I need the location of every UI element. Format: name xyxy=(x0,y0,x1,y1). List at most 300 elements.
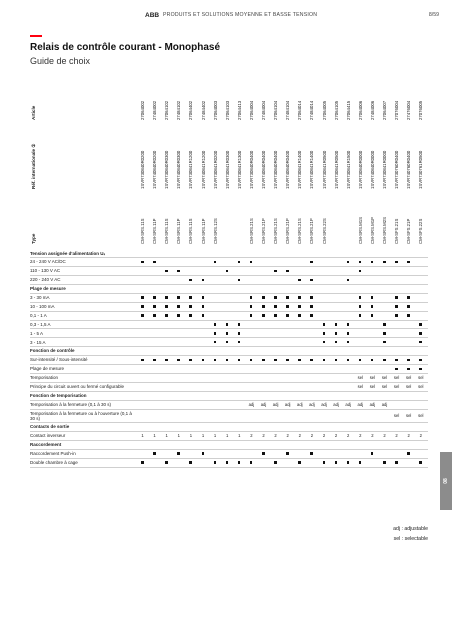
check-mark xyxy=(359,296,362,299)
check-mark xyxy=(238,332,241,335)
check-mark xyxy=(286,359,289,362)
cell-value: adj xyxy=(248,401,255,407)
check-mark xyxy=(395,461,398,464)
check-mark xyxy=(177,452,180,455)
cell-value: sel xyxy=(418,413,424,419)
table-row xyxy=(30,338,428,347)
check-mark xyxy=(141,359,144,362)
product-ref: 1SVR730841R1500 xyxy=(345,150,351,189)
product-type: CM-SRS.21S xyxy=(297,218,303,244)
check-mark xyxy=(359,314,362,317)
check-mark xyxy=(359,305,362,308)
check-mark xyxy=(347,332,350,335)
check-mark xyxy=(383,332,386,335)
check-mark xyxy=(189,359,192,362)
check-mark xyxy=(407,296,410,299)
check-mark xyxy=(371,314,374,317)
check-mark xyxy=(407,261,410,264)
cell-value: 2 xyxy=(334,433,338,439)
check-mark xyxy=(153,314,156,317)
check-mark xyxy=(189,305,192,308)
page-header xyxy=(0,12,452,22)
check-mark xyxy=(347,279,350,282)
check-mark xyxy=(177,305,180,308)
check-mark xyxy=(153,452,156,455)
page-number: 8/59 xyxy=(428,12,439,18)
check-mark xyxy=(347,461,350,464)
check-mark xyxy=(238,323,241,326)
check-mark xyxy=(310,359,313,362)
check-mark xyxy=(395,305,398,308)
table-row xyxy=(30,400,428,409)
product-article: 27064413 xyxy=(236,100,242,120)
check-mark xyxy=(407,359,410,362)
check-mark xyxy=(202,359,205,362)
row-label: 110 - 130 V AC xyxy=(30,268,61,274)
check-mark xyxy=(226,461,229,464)
product-ref: 1SVR730840R0400 xyxy=(273,150,279,189)
row-label: 3 - 30 mA xyxy=(30,295,50,300)
table-section-header xyxy=(30,249,428,258)
table-section-header xyxy=(30,285,428,294)
cell-value: adj xyxy=(357,401,364,407)
product-ref: 1SVR730760R0400 xyxy=(394,150,400,189)
product-article: 27484102 xyxy=(176,100,182,120)
product-article: 27076005 xyxy=(418,100,424,120)
check-mark xyxy=(202,305,205,308)
check-mark xyxy=(359,461,362,464)
check-mark xyxy=(310,452,313,455)
table-row xyxy=(30,320,428,329)
product-ref: 1SVR740841R1200 xyxy=(200,150,206,189)
check-mark xyxy=(419,332,422,335)
cell-value: sel xyxy=(393,375,400,381)
check-mark xyxy=(214,261,217,264)
row-label: Temporisation à la fermeture (0,1 à 30 s) xyxy=(30,401,112,407)
check-mark xyxy=(383,359,386,362)
check-mark xyxy=(419,359,422,362)
check-mark xyxy=(141,296,144,299)
product-article: 27064007 xyxy=(382,100,387,120)
check-mark xyxy=(202,279,205,282)
cell-value: adj xyxy=(297,401,303,407)
accent-bar xyxy=(30,35,42,37)
product-type: CM-SRS.21P xyxy=(285,218,291,244)
product-ref: 1SVR740840R0200 xyxy=(152,150,158,189)
page-title: Relais de contrôle courant - Monophasé xyxy=(30,42,221,53)
cell-value: 2 xyxy=(298,433,301,439)
table-row xyxy=(30,258,428,267)
cell-value: adj xyxy=(321,401,327,407)
product-article: 27064402 xyxy=(188,100,194,120)
cell-value: sel xyxy=(393,384,400,390)
check-mark xyxy=(407,305,410,308)
check-mark xyxy=(165,461,168,464)
cell-value: 1 xyxy=(153,433,156,439)
check-mark xyxy=(189,461,192,464)
check-mark xyxy=(262,452,265,455)
product-article: 27484006 xyxy=(369,100,375,120)
check-mark xyxy=(286,305,289,308)
check-mark xyxy=(165,296,168,299)
table-row xyxy=(30,329,428,338)
cell-value: 1 xyxy=(213,433,217,439)
table-row xyxy=(30,311,428,320)
check-mark xyxy=(419,368,422,371)
product-article: 27064006 xyxy=(357,100,363,120)
product-ref: 1SVR730841R0500 xyxy=(333,150,339,189)
check-mark xyxy=(189,314,192,317)
check-mark xyxy=(310,314,313,317)
product-ref: 1SVR740840R0300 xyxy=(176,150,182,189)
product-article: 27064415 xyxy=(345,100,351,120)
check-mark xyxy=(359,270,362,273)
check-mark xyxy=(298,296,301,299)
cell-value: 2 xyxy=(359,433,362,439)
product-article: 27476004 xyxy=(406,100,412,120)
check-mark xyxy=(226,332,229,335)
product-article: 27064014 xyxy=(297,100,303,120)
check-mark xyxy=(165,314,168,317)
brand-logo: ABB xyxy=(145,12,160,19)
check-mark xyxy=(214,461,217,464)
product-article: 27484402 xyxy=(200,100,206,120)
check-mark xyxy=(371,305,374,308)
check-mark xyxy=(262,314,265,317)
check-mark xyxy=(383,323,386,326)
cell-value: sel xyxy=(381,375,388,381)
check-mark xyxy=(383,261,386,264)
product-ref: 1SVR730841R1200 xyxy=(188,150,194,189)
cell-value: sel xyxy=(406,375,412,381)
check-mark xyxy=(141,305,144,308)
check-mark xyxy=(214,341,217,344)
check-mark xyxy=(298,305,301,308)
check-mark xyxy=(214,359,217,362)
check-mark xyxy=(383,461,386,464)
table-row xyxy=(30,458,428,467)
check-mark xyxy=(323,359,326,362)
product-ref: 1SVR730841R1400 xyxy=(297,150,303,189)
product-article: 27064005 xyxy=(321,100,327,120)
product-type: CM-SFS.21P xyxy=(406,218,412,244)
cell-value: adj xyxy=(272,401,279,407)
check-mark xyxy=(286,452,289,455)
row-label: Contacts de sortie xyxy=(30,424,70,430)
check-mark xyxy=(165,270,168,273)
cell-value: sel xyxy=(369,375,376,381)
check-mark xyxy=(238,359,241,362)
check-mark xyxy=(165,305,168,308)
table-section-header xyxy=(30,391,428,400)
cell-value: sel xyxy=(406,413,412,419)
product-type: CM-SRS.12S xyxy=(212,218,218,244)
header-section-title: PRODUITS ET SOLUTIONS MOYENNE ET BASSE TENSION xyxy=(163,12,318,18)
check-mark xyxy=(395,261,398,264)
check-mark xyxy=(335,341,338,344)
check-mark xyxy=(419,323,422,326)
check-mark xyxy=(262,359,265,362)
product-type: CM-SRS.M1S xyxy=(357,217,363,244)
cell-value: 2 xyxy=(262,433,265,439)
table-row xyxy=(30,450,428,459)
table-row xyxy=(30,374,428,383)
check-mark xyxy=(274,359,277,362)
check-mark xyxy=(310,279,313,282)
check-mark xyxy=(371,452,374,455)
product-type: CM-SRS.21P xyxy=(309,218,315,244)
cell-value: 2 xyxy=(407,433,410,439)
cell-value: 2 xyxy=(395,433,398,439)
check-mark xyxy=(286,270,289,273)
check-mark xyxy=(189,296,192,299)
table-row xyxy=(30,432,428,441)
table-row xyxy=(30,365,428,374)
row-label: Sur-intensité / Sous-intensité xyxy=(30,357,88,363)
check-mark xyxy=(274,461,277,464)
cell-value: sel xyxy=(393,413,400,419)
cell-value: 2 xyxy=(250,433,253,439)
check-mark xyxy=(153,296,156,299)
product-article: 27076004 xyxy=(394,100,400,120)
check-mark xyxy=(371,359,374,362)
check-mark xyxy=(323,341,326,344)
check-mark xyxy=(347,323,350,326)
check-mark xyxy=(286,296,289,299)
check-mark xyxy=(153,305,156,308)
product-type: CM-SFS.22S xyxy=(418,218,424,244)
check-mark xyxy=(226,341,229,344)
cell-value: 1 xyxy=(141,433,144,439)
check-mark xyxy=(202,314,205,317)
cell-value: adj xyxy=(333,401,339,407)
header-ref: Réf. internationale ① xyxy=(31,143,36,189)
product-type: CM-SRS.11P xyxy=(176,218,182,244)
check-mark xyxy=(177,359,180,362)
table-section-header xyxy=(30,347,428,356)
table-row xyxy=(30,276,428,285)
check-mark xyxy=(226,359,229,362)
product-ref: 1SVR740840R0400 xyxy=(261,150,266,189)
check-mark xyxy=(250,305,253,308)
check-mark xyxy=(262,305,265,308)
row-label: Plage de mesure xyxy=(30,286,66,292)
row-label: Fonction de temporisation xyxy=(30,392,87,398)
product-article: 27064103 xyxy=(224,100,230,120)
cell-value: sel xyxy=(369,384,376,390)
product-ref: 1SVR730840R0300 xyxy=(164,150,170,189)
cell-value: 2 xyxy=(322,433,326,439)
check-mark xyxy=(395,314,398,317)
table-row xyxy=(30,294,428,303)
check-mark xyxy=(238,261,241,264)
check-mark xyxy=(383,341,386,344)
cell-value: adj xyxy=(260,401,267,407)
check-mark xyxy=(335,323,338,326)
check-mark xyxy=(262,296,265,299)
cell-value: sel xyxy=(381,384,388,390)
check-mark xyxy=(177,270,180,273)
chapter-tab[interactable] xyxy=(440,452,452,510)
check-mark xyxy=(177,296,180,299)
row-label: Raccordement xyxy=(30,442,62,448)
cell-value: 1 xyxy=(201,433,205,439)
product-ref: 1SVR730841R0500 xyxy=(321,150,327,189)
cell-value: 1 xyxy=(165,433,168,439)
row-label: 10 - 100 mA xyxy=(30,303,55,309)
product-ref: 1SVR730840R0000 xyxy=(357,150,363,189)
product-article: 27064102 xyxy=(164,100,170,120)
product-type: CM-SRS.22S xyxy=(321,218,327,244)
cell-value: 1 xyxy=(238,433,241,439)
cell-value: 1 xyxy=(226,433,229,439)
product-ref: 1SVR730761R0500 xyxy=(418,150,424,189)
check-mark xyxy=(347,359,350,362)
check-mark xyxy=(371,261,374,264)
table-row xyxy=(30,267,428,276)
check-mark xyxy=(298,279,301,282)
product-ref: 1SVR740841R1400 xyxy=(309,150,315,189)
check-mark xyxy=(274,270,277,273)
cell-value: sel xyxy=(406,384,412,390)
cell-value: adj xyxy=(284,401,291,407)
check-mark xyxy=(214,323,217,326)
check-mark xyxy=(286,314,289,317)
product-type: CM-SRS.21S xyxy=(273,218,279,244)
check-mark xyxy=(238,279,241,282)
table-row xyxy=(30,356,428,365)
product-ref: 1SVR740760R0400 xyxy=(406,150,412,189)
check-mark xyxy=(347,341,350,344)
table-row xyxy=(30,409,428,423)
cell-value: 1 xyxy=(189,433,193,439)
check-mark xyxy=(274,296,277,299)
product-ref: 1SVR730841R0200 xyxy=(212,150,218,189)
product-article: 27064105 xyxy=(333,100,339,120)
product-type: CM-SRS.21S xyxy=(248,218,254,244)
check-mark xyxy=(335,461,338,464)
cell-value: sel xyxy=(418,384,424,390)
header-type: Type xyxy=(31,233,36,244)
check-mark xyxy=(407,452,410,455)
product-ref: 1SVR730841R0300 xyxy=(224,150,230,189)
row-label: Temporisation xyxy=(30,375,59,381)
row-label: Plage de mesure xyxy=(30,366,65,372)
check-mark xyxy=(323,332,326,335)
check-mark xyxy=(347,261,350,264)
check-mark xyxy=(323,461,326,464)
check-mark xyxy=(298,461,301,464)
cell-value: 2 xyxy=(286,433,289,439)
cell-value: sel xyxy=(418,375,424,381)
row-label: Fonction de contrôle xyxy=(30,348,75,354)
row-label: Double chambre à cage xyxy=(30,459,78,465)
check-mark xyxy=(335,332,338,335)
product-type: CM-SRS.11S xyxy=(188,218,194,244)
cell-value: 2 xyxy=(310,433,314,439)
product-type: CM-SRS.11P xyxy=(152,218,158,244)
check-mark xyxy=(359,261,362,264)
cell-value: sel xyxy=(357,375,363,381)
check-mark xyxy=(250,314,253,317)
check-mark xyxy=(395,296,398,299)
cell-value: 2 xyxy=(274,433,277,439)
check-mark xyxy=(274,314,277,317)
legend-selectable: sel : selectable xyxy=(393,536,428,542)
product-ref: 1SVR740840R0000 xyxy=(369,150,375,189)
check-mark xyxy=(165,359,168,362)
check-mark xyxy=(298,314,301,317)
row-label: Raccordement Push-in xyxy=(30,451,76,456)
product-ref: 1SVR730840R0200 xyxy=(140,150,145,189)
check-mark xyxy=(202,452,205,455)
check-mark xyxy=(359,359,362,362)
check-mark xyxy=(407,368,410,371)
row-label: 3 - 15 A xyxy=(30,339,46,345)
check-mark xyxy=(226,270,229,273)
check-mark xyxy=(141,461,144,464)
check-mark xyxy=(250,359,253,362)
page-subtitle: Guide de choix xyxy=(30,56,91,66)
chapter-tab-label: 08 xyxy=(442,478,449,484)
check-mark xyxy=(250,461,253,464)
check-mark xyxy=(238,341,241,344)
product-article: 27064104 xyxy=(273,100,279,120)
check-mark xyxy=(395,359,398,362)
row-label: Contact inverseur xyxy=(30,433,66,439)
check-mark xyxy=(189,279,192,282)
header-article: Article xyxy=(31,105,36,120)
row-label: 220 - 240 V AC xyxy=(30,277,61,283)
product-type: CM-SRS.11P xyxy=(200,218,206,244)
cell-value: adj xyxy=(381,401,388,407)
product-type: CM-SRS.M1P xyxy=(369,217,375,244)
product-type: CM-SFS.21S xyxy=(394,218,400,244)
table-section-header xyxy=(30,441,428,450)
check-mark xyxy=(141,314,144,317)
table-section-header xyxy=(30,423,428,432)
check-mark xyxy=(310,296,313,299)
product-article: 27484002 xyxy=(152,100,158,120)
check-mark xyxy=(310,261,313,264)
check-mark xyxy=(214,332,217,335)
check-mark xyxy=(419,461,422,464)
table-row xyxy=(30,383,428,392)
product-article: 27064002 xyxy=(140,100,145,120)
product-ref: 1SVR730841R1300 xyxy=(236,150,242,189)
check-mark xyxy=(177,314,180,317)
check-mark xyxy=(310,305,313,308)
legend-adjustable: adj : adjustable xyxy=(393,526,428,532)
check-mark xyxy=(250,296,253,299)
product-article: 27484014 xyxy=(309,100,315,120)
check-mark xyxy=(153,359,156,362)
row-label: 0,3 - 1,5 A xyxy=(30,321,51,327)
table-row xyxy=(30,302,428,311)
check-mark xyxy=(274,305,277,308)
check-mark xyxy=(395,368,398,371)
cell-value: 2 xyxy=(383,433,386,439)
product-article: 27484104 xyxy=(285,100,291,120)
cell-value: 1 xyxy=(177,433,180,439)
cell-value: 2 xyxy=(347,433,350,439)
product-article: 27064003 xyxy=(212,100,218,120)
cell-value: adj xyxy=(369,401,376,407)
row-label: Principe du circuit ouvert ou fermé configurable xyxy=(30,384,125,389)
cell-value: 2 xyxy=(371,433,374,439)
check-mark xyxy=(226,323,229,326)
row-label: Temporisation à la fermeture ou à l'ouverture (0,1 à 30 s) xyxy=(30,410,132,421)
